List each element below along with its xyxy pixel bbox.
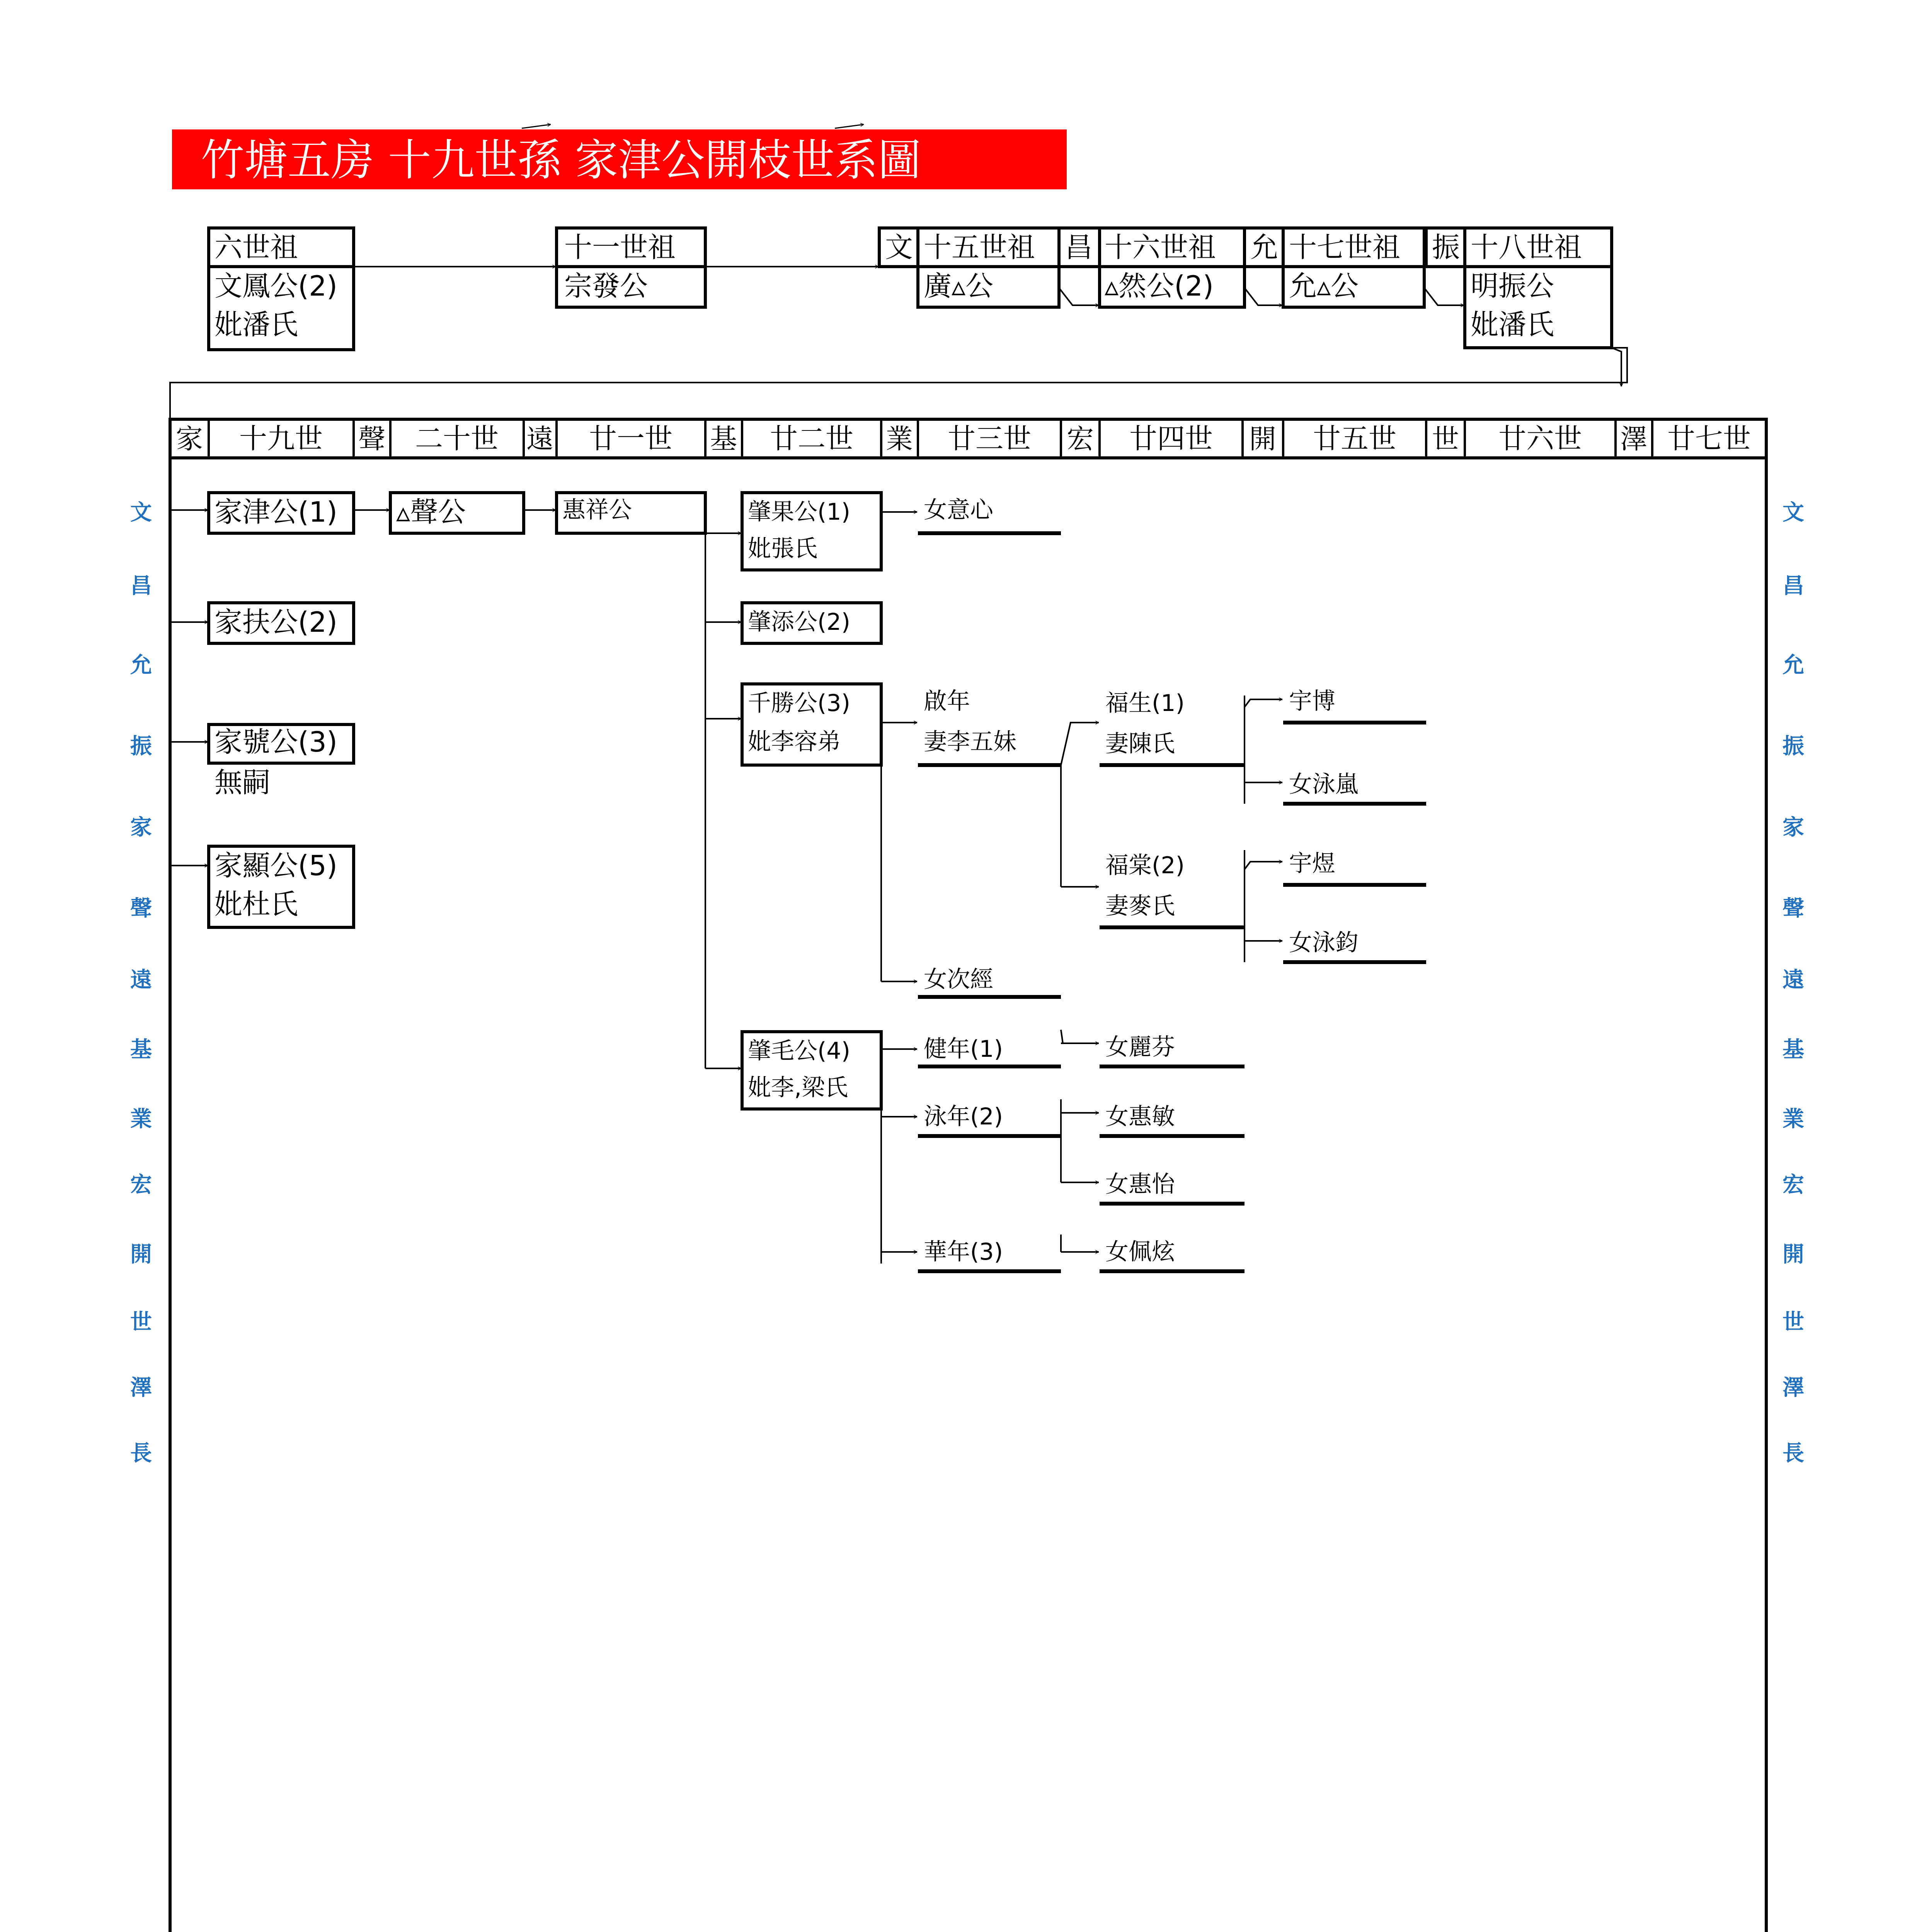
ancestor-box-16 (1059, 228, 1245, 307)
ancestor-line: 妣潘氏 (1471, 308, 1554, 341)
poem-char: 允 (1783, 653, 1804, 678)
person-name: 家顯公(5) (215, 849, 337, 882)
person-name: 惠祥公 (562, 497, 632, 524)
person-box (209, 724, 354, 799)
poem-char: 昌 (1783, 573, 1804, 599)
person-name: 泳年(2) (924, 1103, 1003, 1130)
poem-char: 宏 (1783, 1172, 1804, 1197)
generation-poem-right (1783, 500, 1804, 1466)
person-name: 宇煜 (1289, 850, 1335, 877)
connector-arrow (1245, 288, 1282, 305)
person-name: 華年(3) (924, 1238, 1003, 1265)
person-box (557, 493, 705, 533)
person-name: 啟年 (924, 688, 970, 715)
ancestor-line: 明振公 (1471, 270, 1554, 302)
poem-char: 澤 (130, 1375, 152, 1400)
poem-char: 業 (1783, 1107, 1804, 1132)
person-name: 福生(1) (1105, 690, 1185, 717)
person-name: ▵聲公 (396, 496, 466, 528)
poem-char: 澤 (1783, 1375, 1804, 1400)
person-name: 福棠(2) (1105, 852, 1185, 879)
person-name: 女泳嵐 (1289, 771, 1359, 798)
person-box (742, 684, 881, 765)
gen-char: 宏 (1067, 423, 1094, 455)
gen-char: 世 (1432, 423, 1459, 455)
person-spouse: 妣杜氏 (215, 888, 298, 920)
person-name: 女惠怡 (1105, 1171, 1175, 1198)
ancestor-line: 妣潘氏 (215, 308, 298, 341)
poem-char: 文 (1783, 500, 1804, 525)
gen-label: 廿三世 (947, 422, 1032, 455)
ancestor-line: 允▵公 (1289, 270, 1359, 302)
gen-label: 廿四世 (1129, 422, 1213, 455)
person-box (742, 603, 881, 643)
connector-line (1061, 1030, 1063, 1043)
connector-line (1245, 699, 1282, 707)
ancestor-header: 六世祖 (215, 231, 298, 264)
person-name: 肇毛公(4) (748, 1037, 850, 1065)
person-entry (1283, 688, 1426, 723)
person-entry (918, 688, 1061, 765)
person-name: 千勝公(3) (748, 690, 850, 717)
person-note: 無嗣 (215, 766, 271, 799)
poem-char: 聲 (130, 896, 152, 921)
poem-char: 允 (130, 653, 152, 678)
gen-label: 十九世 (239, 422, 323, 455)
person-name: 健年(1) (924, 1036, 1003, 1063)
person-name: 女泳鈞 (1289, 929, 1359, 956)
person-entry (1283, 771, 1426, 804)
ancestor-box-17 (1245, 228, 1424, 307)
gen-char: 開 (1249, 423, 1276, 455)
generation-header (176, 419, 1751, 458)
person-spouse: 妻李五妹 (924, 728, 1016, 755)
person-name: 肇果公(1) (748, 498, 850, 526)
person-name: 家號公(3) (215, 726, 337, 758)
person-box (390, 493, 524, 533)
poem-char: 開 (1783, 1242, 1804, 1267)
poem-char: 業 (130, 1107, 152, 1132)
ancestor-box-18 (1426, 228, 1612, 348)
poem-char: 世 (1783, 1310, 1804, 1335)
person-entry (1283, 929, 1426, 962)
ancestor-line: 宗發公 (564, 270, 648, 302)
ancestor-box-6 (209, 228, 354, 350)
connector-arrow (1424, 288, 1464, 305)
poem-char: 基 (1783, 1037, 1804, 1062)
ancestor-header: 十一世祖 (564, 231, 676, 264)
person-box (742, 493, 881, 570)
person-spouse: 妻陳氏 (1105, 730, 1175, 757)
ancestor-header: 十七世祖 (1289, 231, 1401, 264)
poem-char: 開 (130, 1242, 152, 1267)
poem-char: 家 (1783, 815, 1804, 840)
gen-label: 廿一世 (589, 422, 673, 455)
person-box (209, 603, 354, 643)
person-spouse: 妣李容弟 (748, 728, 841, 755)
gen-label: 廿七世 (1667, 422, 1751, 455)
ancestor-prefix: 昌 (1065, 231, 1093, 264)
ancestor-line: ▵然公(2) (1105, 270, 1214, 302)
person-entry (918, 1036, 1061, 1066)
poem-char: 宏 (130, 1172, 152, 1197)
gen-char: 澤 (1620, 423, 1647, 455)
ancestor-header: 十五世祖 (924, 231, 1035, 264)
poem-char: 聲 (1783, 896, 1804, 921)
gen-char: 基 (710, 423, 737, 455)
person-box (209, 846, 354, 927)
main-frame (170, 419, 1766, 1932)
person-name: 女佩炫 (1105, 1238, 1175, 1265)
person-spouse: 妻麥氏 (1105, 893, 1175, 920)
person-entry (918, 1103, 1061, 1136)
title-arrow-mark (835, 124, 864, 128)
gen-label: 廿六世 (1498, 422, 1582, 455)
gen-label: 廿五世 (1313, 422, 1397, 455)
gen-char: 業 (886, 423, 913, 455)
person-box (742, 1032, 881, 1109)
poem-char: 文 (130, 500, 152, 525)
connector-line (1061, 723, 1099, 765)
ancestor-row (170, 228, 1627, 419)
poem-char: 遠 (1783, 968, 1804, 993)
person-spouse: 妣張氏 (748, 535, 817, 562)
ancestor-prefix: 文 (885, 231, 913, 264)
person-name: 家津公(1) (215, 496, 337, 528)
ancestor-line: 文鳳公(2) (215, 270, 337, 302)
gen-label: 廿二世 (770, 422, 854, 455)
ancestor-box-11 (557, 228, 705, 307)
poem-char: 長 (1783, 1441, 1804, 1466)
connector-arrow (1612, 348, 1621, 386)
person-entry (918, 497, 1061, 533)
person-entry (1100, 1238, 1245, 1271)
person-name: 女次經 (924, 966, 993, 993)
person-entry (1100, 1034, 1245, 1066)
person-entry (1100, 1103, 1245, 1136)
poem-char: 振 (130, 734, 152, 759)
ancestor-prefix: 振 (1432, 231, 1460, 264)
person-entry (918, 1238, 1061, 1271)
gen-label: 二十世 (415, 422, 499, 455)
connector-arrow (170, 348, 1627, 419)
ancestor-header: 十八世祖 (1471, 231, 1582, 264)
person-name: 女麗芬 (1105, 1034, 1175, 1061)
person-name: 女惠敏 (1105, 1103, 1175, 1130)
ancestor-header: 十六世祖 (1105, 231, 1216, 264)
person-entry (918, 966, 1061, 997)
person-spouse: 妣李,梁氏 (748, 1074, 848, 1101)
person-name: 宇博 (1289, 688, 1335, 715)
person-name: 女意心 (924, 497, 993, 524)
poem-char: 長 (130, 1441, 152, 1466)
connector-arrow (1059, 288, 1099, 305)
person-name: 家扶公(2) (215, 606, 337, 638)
person-entry (1100, 690, 1245, 765)
poem-char: 世 (130, 1310, 152, 1335)
gen-char: 家 (176, 423, 203, 455)
person-entry (1100, 852, 1245, 927)
person-entry (1283, 850, 1426, 885)
poem-char: 遠 (130, 968, 152, 993)
person-name: 肇添公(2) (748, 609, 850, 636)
poem-char: 基 (130, 1037, 152, 1062)
person-box (209, 493, 354, 533)
poem-char: 昌 (130, 573, 152, 599)
ancestor-prefix: 允 (1250, 231, 1279, 264)
page-title: 竹塘五房 十九世孫 家津公開枝世系圖 (201, 135, 921, 185)
ancestor-box-15 (879, 228, 1059, 307)
title-arrow-mark (522, 124, 551, 128)
poem-char: 振 (1783, 734, 1804, 759)
generation-poem-left (130, 500, 152, 1466)
ancestor-line: 廣▵公 (924, 270, 994, 302)
gen-char: 遠 (526, 423, 553, 455)
person-entry (1100, 1171, 1245, 1204)
connector-line (1245, 862, 1282, 869)
poem-char: 家 (130, 815, 152, 840)
gen-char: 聲 (358, 423, 385, 455)
